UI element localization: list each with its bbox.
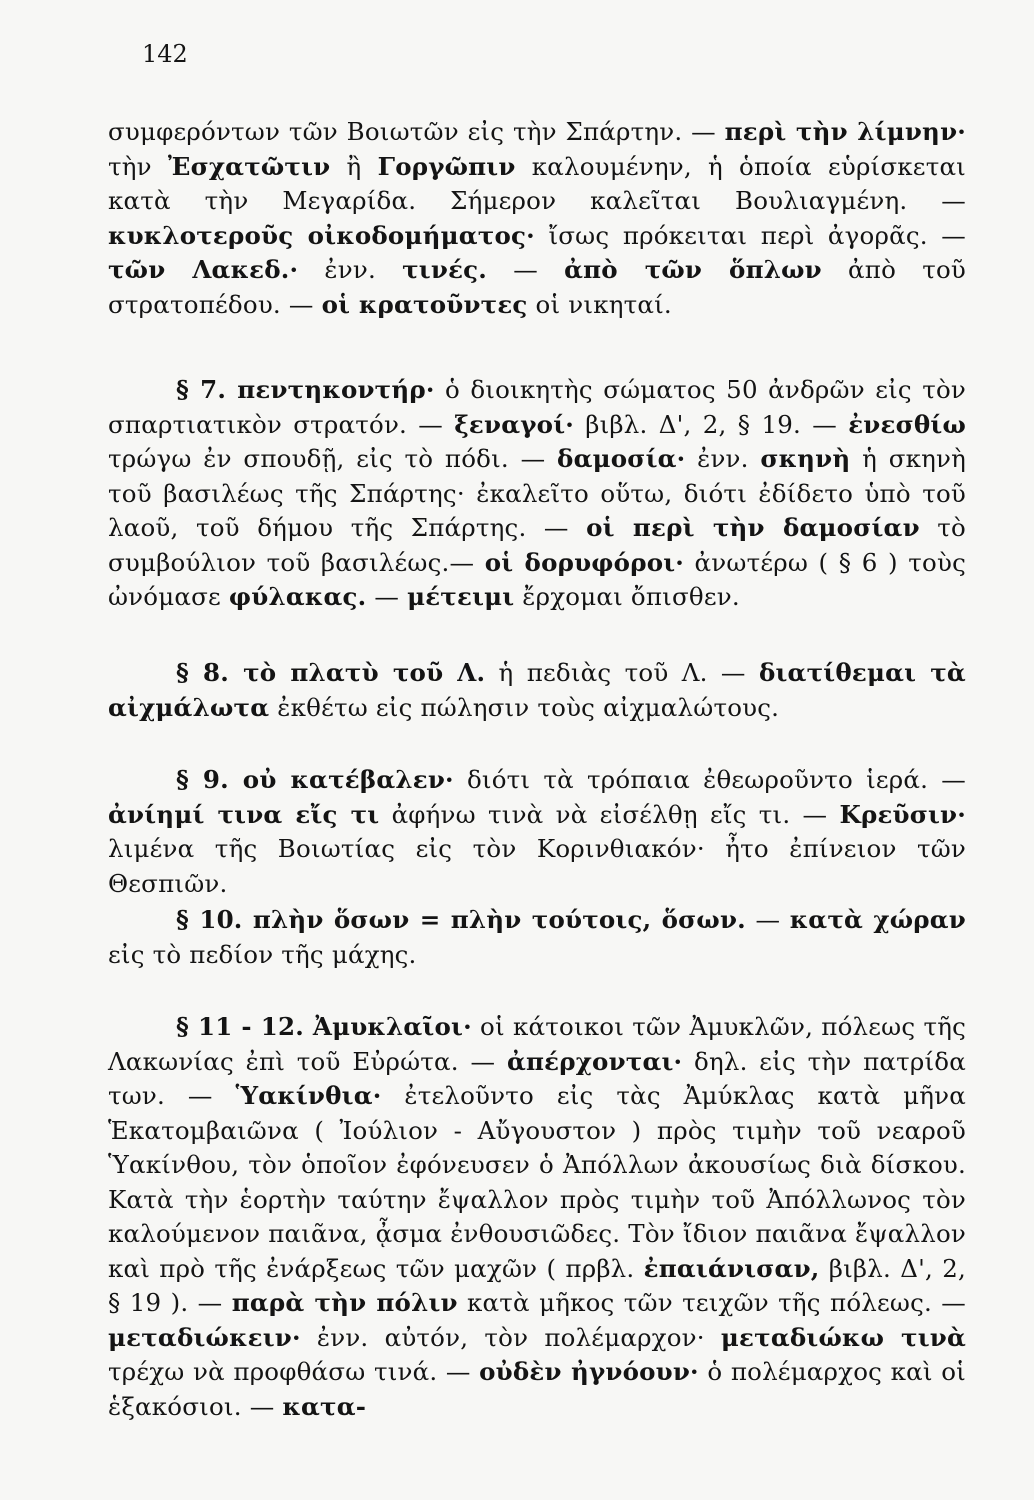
paragraph-commentary-start	[108, 115, 966, 322]
lemma-term: κυκλοτεροῦς οἰκοδομήματος·	[108, 220, 535, 250]
lemma-term: μεταδιώκειν·	[108, 1322, 301, 1352]
commentary-text: τὴν	[108, 151, 168, 181]
commentary-text: οἱ κάτοικοι τῶν Ἀμυκλῶν, πόλεως τῆς Λακωνίας ἐπὶ τοῦ Εὐρώτα. —	[108, 1012, 966, 1076]
lemma-term: § 11 - 12. Ἀμυκλαῖοι·	[176, 1012, 472, 1041]
lemma-term: § 9. οὐ κατέβαλεν·	[176, 765, 454, 794]
lemma-term: κατὰ χώραν	[789, 905, 966, 934]
commentary-text: ὁ πολέμαρχος καὶ οἱ ἑξακόσιοι. —	[108, 1357, 966, 1421]
commentary-text: εἰς τὸ πεδίον τῆς μάχης.	[108, 939, 417, 969]
lemma-term: παρὰ τὴν πόλιν	[231, 1288, 458, 1317]
commentary-text: ἴσως πρόκειται περὶ ἀγορᾶς. —	[534, 220, 966, 250]
commentary-text: ἔρχομαι ὄπισθεν.	[514, 582, 740, 611]
paragraph-text	[108, 763, 966, 901]
lemma-term: Ἐσχατῶτιν	[167, 151, 331, 181]
lemma-term: ἐνεσθίω	[848, 409, 966, 439]
paragraph-section-9	[108, 763, 966, 901]
commentary-text: καλουμένην, ἡ ὁποία εὑρίσκεται κατὰ τὴν Μεγαρίδα. Σήμερον καλεῖται Βουλιαγμένη. —	[108, 151, 966, 215]
lemma-term: § 10. πλὴν ὅσων = πλὴν τούτοις, ὅσων.	[176, 905, 746, 934]
commentary-text: βιβλ. Δ', 2, § 19 ). —	[108, 1253, 966, 1317]
commentary-text: ἐνν.	[298, 255, 403, 284]
commentary-text: ἀπὸ τοῦ στρατοπέδου. —	[108, 255, 966, 319]
commentary-text: ὁ διοικητὴς σώματος 50 ἀνδρῶν εἰς τὸν σπαρτιατικὸν στρατόν. —	[108, 375, 967, 439]
lemma-term: Κρεῦσιν·	[839, 799, 966, 829]
lemma-term: ἐπαιάνισαν,	[643, 1253, 820, 1283]
paragraph-section-8	[108, 656, 966, 725]
commentary-text: —	[487, 255, 565, 284]
commentary-text: διότι τὰ τρόπαια ἐθεωροῦντο ἱερά. —	[453, 765, 966, 794]
lemma-term: ἀπὸ τῶν ὅπλων	[564, 255, 822, 284]
commentary-text: λιμένα τῆς Βοιωτίας εἰς τὸν Κορινθιακόν· ἦτο ἐπίνειον τῶν Θεσπιῶν.	[108, 834, 966, 898]
lemma-term: οἱ κρατοῦντες	[321, 289, 528, 319]
lemma-term: τινές.	[402, 255, 488, 284]
commentary-text: ἀνωτέρω ( § 6 ) τοὺς ὠνόμασε	[108, 547, 966, 611]
commentary-text: ἀφήνω τινὰ νὰ εἰσέλθῃ εἴς τι. —	[379, 799, 840, 829]
lemma-term: οἱ δορυφόροι·	[484, 547, 685, 577]
paragraph-section-11-12	[108, 1010, 966, 1424]
lemma-term: κατα-	[282, 1391, 367, 1421]
commentary-text: τὸ συμβούλιον τοῦ βασιλέως.—	[108, 513, 966, 577]
paragraph-section-7	[108, 373, 966, 615]
commentary-text: τρέχω νὰ προφθάσω τινά. —	[108, 1357, 480, 1386]
commentary-text: τρώγω ἐν σπουδῇ, εἰς τὸ πόδι. —	[108, 444, 558, 473]
commentary-text: ἐκθέτω εἰς πώλησιν τοὺς αἰχμαλώτους.	[269, 692, 780, 722]
lemma-term: οἱ περὶ τὴν δαμοσίαν	[586, 513, 920, 542]
lemma-term: φύλακας.	[228, 582, 367, 611]
lemma-term: ἀπέρχονται·	[506, 1046, 683, 1076]
commentary-text: —	[366, 582, 408, 611]
commentary-text: ἡ πεδιὰς τοῦ Λ. —	[485, 658, 759, 687]
lemma-term: σκηνὴ	[760, 444, 851, 473]
lemma-term: μεταδιώκω τινὰ	[720, 1322, 966, 1352]
lemma-term: μέτειμι	[407, 582, 515, 611]
lemma-term: ἀνίημί τινα εἴς τι	[108, 799, 380, 829]
lemma-term: Γοργῶπιν	[377, 151, 516, 181]
lemma-term: ξεναγοί·	[454, 409, 574, 439]
commentary-text: ἐτελοῦντο εἰς τὰς Ἀμύκλας κατὰ μῆνα Ἑκατομβαιῶνα ( Ἰούλιον - Αὔγουστον ) πρὸς τιμὴν τοῦ νεαροῦ Ὑακίνθου, τὸν ὁποῖον ἐφόνευσεν ὁ Ἀπόλλων ἀκουσίως διὰ δίσκου. Κατὰ τὴν ἑορτὴν ταύτην ἔψαλλον πρὸς τιμὴν τοῦ Ἀπόλλωνος τὸν καλούμενον παιᾶνα, ᾆσμα ἐνθουσιῶδες. Τὸν ἴδιον παιᾶνα ἔψαλλον καὶ πρὸ τῆς ἐνάρξεως τῶν μαχῶν ( πρβλ.	[108, 1081, 966, 1283]
lemma-term: Ὑακίνθια·	[235, 1081, 382, 1110]
lemma-term: § 7. πεντηκοντήρ·	[176, 375, 435, 404]
page-number: 142	[142, 40, 188, 68]
commentary-text: δηλ. εἰς τὴν πατρίδα των. —	[108, 1046, 967, 1110]
commentary-text: συμφερόντων τῶν Βοιωτῶν εἰς τὴν Σπάρτην. —	[108, 117, 725, 146]
commentary-text: ἢ	[330, 151, 378, 181]
lemma-term: τῶν Λακεδ.·	[108, 255, 299, 284]
paragraph-text	[108, 656, 966, 725]
commentary-text: ἐνν. αὐτόν, τὸν πολέμαρχον·	[300, 1322, 721, 1352]
paragraph-text	[108, 115, 966, 322]
commentary-text: ἡ σκηνὴ τοῦ βασιλέως τῆς Σπάρτης· ἐκαλεῖτο οὕτω, διότι ἐδίδετο ὑπὸ τοῦ λαοῦ, τοῦ δήμου τῆς Σπάρτης. —	[108, 444, 966, 542]
lemma-term: § 8. τὸ πλατὺ τοῦ Λ.	[176, 658, 486, 687]
paragraph-text	[108, 903, 966, 972]
commentary-text: —	[745, 905, 790, 934]
commentary-text: κατὰ μῆκος τῶν τειχῶν τῆς πόλεως. —	[457, 1288, 966, 1317]
paragraph-text	[108, 1010, 966, 1424]
commentary-text: οἱ νικηταί.	[527, 289, 672, 319]
commentary-text: ἐνν.	[685, 444, 761, 473]
paragraph-text	[108, 373, 966, 615]
lemma-term: οὐδὲν ἠγνόουν·	[479, 1357, 699, 1386]
lemma-term: δαμοσία·	[557, 444, 686, 473]
lemma-term: περὶ τὴν λίμνην·	[724, 117, 966, 146]
commentary-text: βιβλ. Δ', 2, § 19. —	[573, 409, 849, 439]
paragraph-section-10	[108, 903, 966, 972]
lemma-term: διατίθεμαι τὰ αἰχμάλωτα	[108, 658, 966, 722]
